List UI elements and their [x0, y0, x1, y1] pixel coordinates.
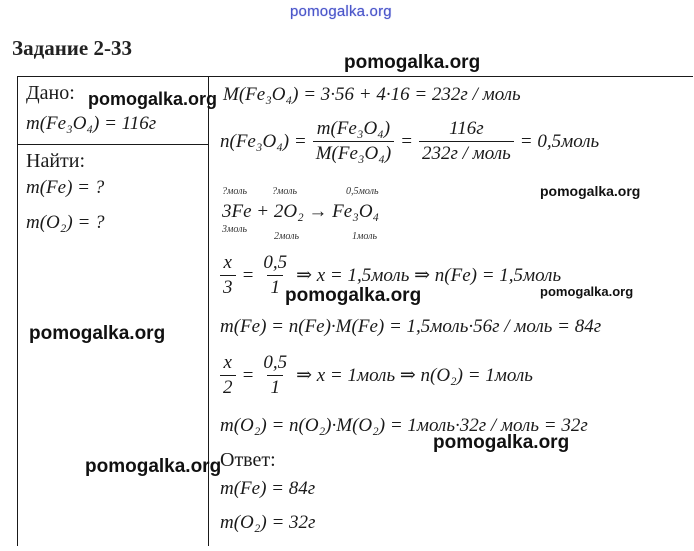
amount-frac2-num: 116г	[449, 118, 484, 139]
watermark-2: pomogalka.org	[88, 89, 218, 109]
eq-top-o2: ?моль	[272, 186, 298, 197]
prop1-den2: 1	[267, 275, 283, 299]
equals-sign: =	[241, 364, 255, 386]
watermark-7: pomogalka.org	[433, 432, 570, 453]
task-title: Задание 2-33	[12, 36, 132, 60]
answer-label: Ответ:	[220, 449, 276, 471]
proportion-o2	[220, 352, 533, 399]
prop1-den: 3	[220, 275, 236, 299]
equals-sign: =	[400, 130, 413, 152]
prop2-num2: 0,5	[263, 352, 288, 373]
prop1-frac-x	[220, 252, 236, 299]
amount-fraction-1	[313, 118, 394, 165]
watermark-3: pomogalka.org	[540, 183, 641, 199]
prop2-den2: 1	[267, 375, 283, 399]
answer-fe: m(Fe) = 84г	[220, 478, 316, 499]
molar-mass-line: M(Fe₃O₄) = 3·56 + 4·16 = 232г / моль	[223, 84, 521, 105]
table-left-border	[17, 76, 18, 546]
find-item-fe: m(Fe) = ?	[26, 177, 105, 198]
amount-frac1-num: m(Fe₃O₄)	[316, 118, 391, 139]
find-item-o2: m(O₂) = ?	[26, 212, 105, 233]
find-label: Найти:	[26, 150, 86, 172]
prop1-num2: 0,5	[263, 252, 288, 273]
equals-sign: =	[241, 264, 255, 286]
watermark-5: pomogalka.org	[540, 284, 634, 299]
amount-result: = 0,5моль	[519, 130, 600, 152]
eq-bot-fe: 3моль	[222, 224, 248, 235]
eq-bot-fe3o4: 1моль	[352, 231, 378, 242]
mass-o2-line: m(O₂) = n(O₂)·M(O₂) = 1моль·32г / моль = 32г	[220, 415, 588, 436]
answer-o2: m(O₂) = 32г	[220, 512, 316, 533]
table-top-border	[17, 76, 693, 77]
prop2-frac-x	[220, 352, 236, 399]
prop1-result: ⇒ x = 1,5моль ⇒ n(Fe) = 1,5моль	[296, 265, 562, 286]
given-label: Дано:	[26, 82, 75, 104]
eq-bot-o2: 2моль	[274, 231, 300, 242]
amount-frac2-den: 232г / моль	[419, 141, 514, 165]
watermark-6: pomogalka.org	[29, 323, 166, 344]
watermark-8: pomogalka.org	[85, 456, 222, 477]
watermark-4: pomogalka.org	[285, 285, 422, 306]
given-value: m(Fe₃O₄) = 116г	[26, 113, 157, 134]
prop2-frac-value	[260, 352, 290, 399]
prop1-num: x	[223, 252, 232, 273]
prop2-result: ⇒ x = 1моль ⇒ n(O₂) = 1моль	[296, 365, 533, 386]
amount-fraction-2	[419, 118, 514, 165]
site-watermark-top: pomogalka.org	[290, 3, 392, 20]
amount-lhs: n(Fe₃O₄) =	[220, 130, 307, 152]
prop2-den: 2	[220, 375, 236, 399]
reaction-equation: 3Fe + 2O₂ → Fe₃O₄	[222, 201, 380, 222]
given-find-divider	[17, 144, 208, 145]
watermark-1: pomogalka.org	[344, 52, 481, 73]
eq-top-fe: ?моль	[222, 186, 248, 197]
eq-top-fe3o4: 0,5моль	[346, 186, 379, 197]
amount-frac1-den: M(Fe₃O₄)	[313, 141, 394, 165]
prop2-num: x	[223, 352, 232, 373]
amount-line	[220, 118, 599, 165]
mass-fe-line: m(Fe) = n(Fe)·M(Fe) = 1,5моль·56г / моль = 84г	[220, 316, 602, 337]
